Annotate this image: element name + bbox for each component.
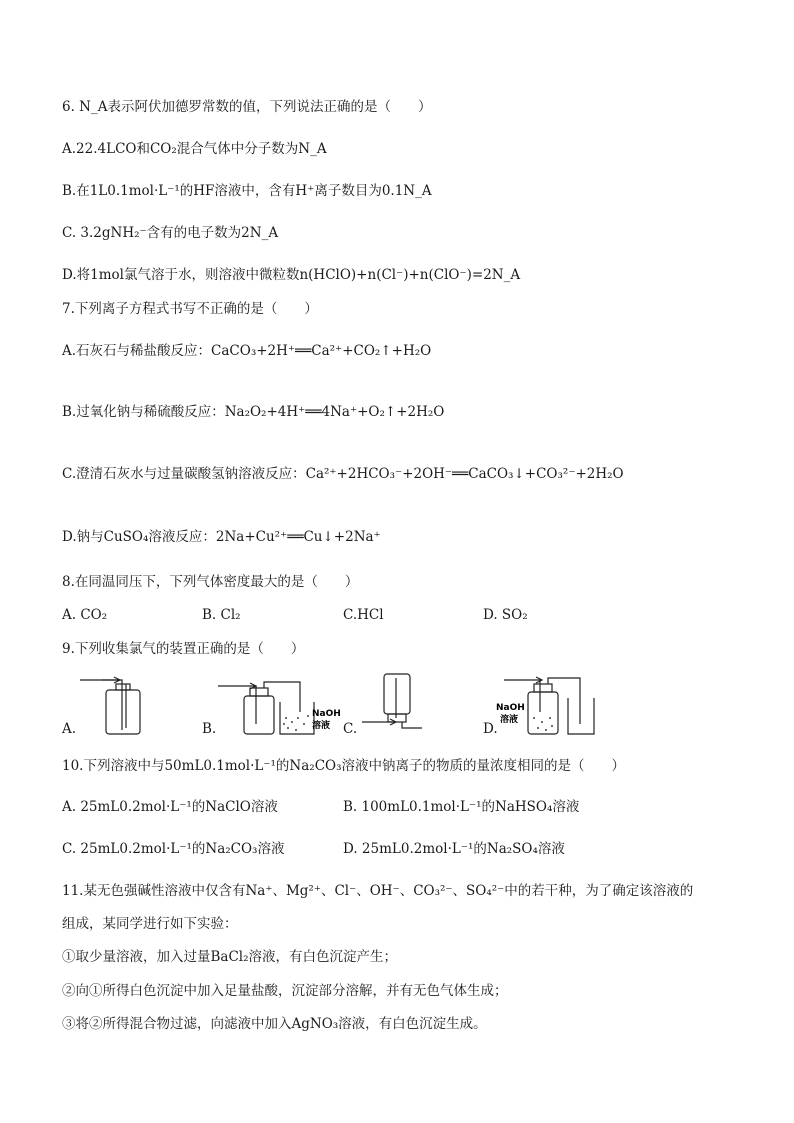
apparatus-c-figure [356,672,436,738]
q8-option-c: C.HCl [343,607,384,623]
q6-stem: 6. N_A表示阿伏加德罗常数的值，下列说法正确的是（ ） [62,99,432,115]
q8-option-b: B. Cl₂ [202,607,241,623]
q8-option-d: D. SO₂ [483,607,528,623]
q9-option-b-label: B. [202,721,217,737]
q7-option-b: B.过氧化钠与稀硫酸反应：Na₂O₂+4H⁺══4Na⁺+O₂↑+2H₂O [62,404,445,420]
q6-option-b: B.在1L0.1mol·L⁻¹的HF溶液中，含有H⁺离子数目为0.1N_A [62,183,432,199]
q11-stem-line2: 组成，某同学进行如下实验： [62,916,238,932]
q8-stem: 8.在同温同压下，下列气体密度最大的是（ ） [62,574,359,590]
q11-stem-line1: 11.某无色强碱性溶液中仅含有Na⁺、Mg²⁺、Cl⁻、OH⁻、CO₃²⁻、SO₄²⁻中的若干种，为了确定该溶液的 [62,883,694,899]
q10-option-b: B. 100mL0.1mol·L⁻¹的NaHSO₄溶液 [343,799,580,815]
apparatus-d-naoh: NaOH [496,703,525,713]
apparatus-b-solution: 溶液 [312,721,331,731]
q6-option-a: A.22.4LCO和CO₂混合气体中分子数为N_A [62,141,327,157]
q7-option-d: D.钠与CuSO₄溶液反应：2Na+Cu²⁺══Cu↓+2Na⁺ [62,529,381,545]
apparatus-a-figure [74,672,150,738]
q10-option-d: D. 25mL0.2mol·L⁻¹的Na₂SO₄溶液 [343,841,565,857]
q6-option-c: C. 3.2gNH₂⁻含有的电子数为2N_A [62,225,279,241]
apparatus-b-naoh: NaOH [312,709,341,719]
apparatus-b-figure [214,672,344,738]
q9-option-d-label: D. [483,721,498,737]
q11-step-1: ①取少量溶液，加入过量BaCl₂溶液，有白色沉淀产生； [62,949,398,965]
q7-stem: 7.下列离子方程式书写不正确的是（ ） [62,301,318,317]
q7-option-c: C.澄清石灰水与过量碳酸氢钠溶液反应：Ca²⁺+2HCO₃⁻+2OH⁻══CaCO₃↓+CO₃²⁻+2H₂O [62,466,624,482]
q8-option-a: A. CO₂ [62,607,108,623]
q10-option-a: A. 25mL0.2mol·L⁻¹的NaClO溶液 [62,799,278,815]
q9-option-a-label: A. [62,721,77,737]
apparatus-d-figure [494,672,604,738]
q10-option-c: C. 25mL0.2mol·L⁻¹的Na₂CO₃溶液 [62,841,285,857]
apparatus-d-solution: 溶液 [500,715,519,725]
q6-option-d: D.将1mol氯气溶于水，则溶液中微粒数n(HClO)+n(Cl⁻)+n(ClO⁻)=2N_A [62,267,521,283]
q11-step-2: ②向①所得白色沉淀中加入足量盐酸，沉淀部分溶解，并有无色气体生成； [62,983,508,999]
q7-option-a: A.石灰石与稀盐酸反应：CaCO₃+2H⁺══Ca²⁺+CO₂↑+H₂O [62,343,432,359]
q10-stem: 10.下列溶液中与50mL0.1mol·L⁻¹的Na₂CO₃溶液中钠离子的物质的量浓度相同的是（ ） [62,758,626,774]
q9-stem: 9.下列收集氯气的装置正确的是（ ） [62,641,305,657]
q9-option-c-label: C. [343,721,358,737]
q11-step-3: ③将②所得混合物过滤，向滤液中加入AgNO₃溶液，有白色沉淀生成。 [62,1016,487,1032]
